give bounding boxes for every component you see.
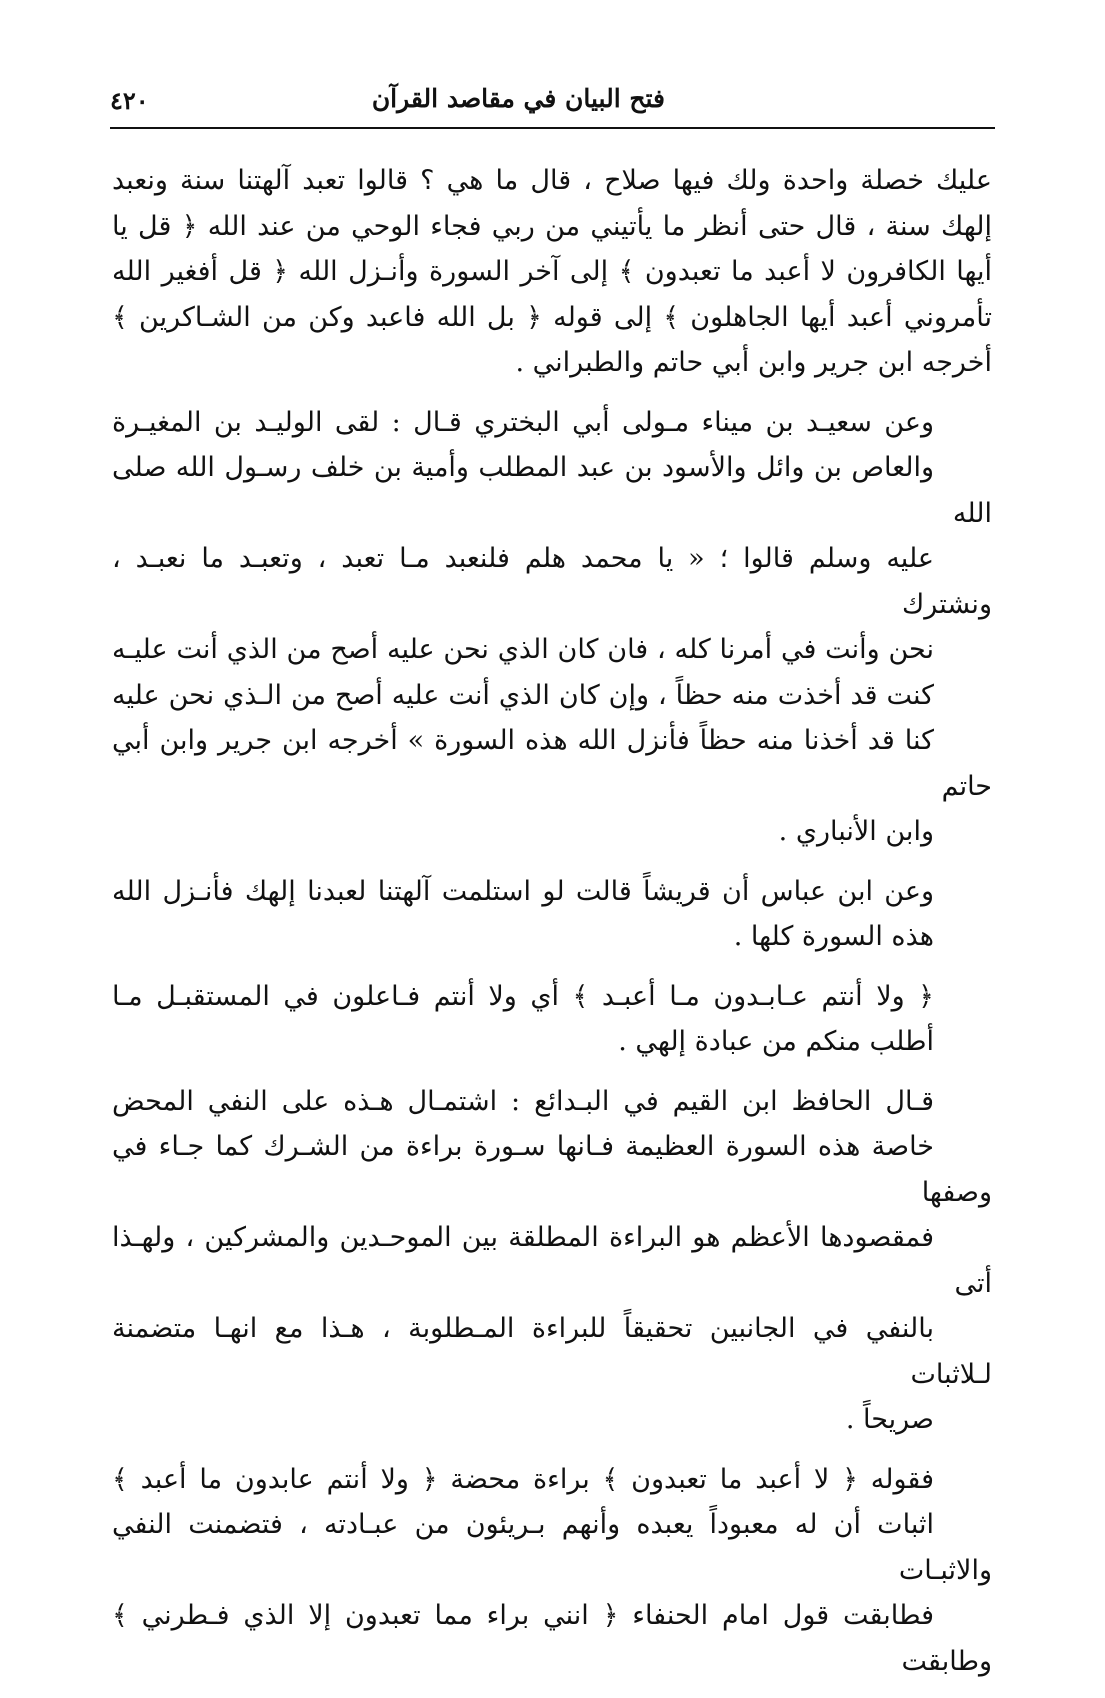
- header-rule: [110, 127, 995, 129]
- text-line: عليه وسلم قالوا ؛ « يا محمد هلم فلنعبد مـا تعبد ، وتعبـد ما نعبـد ، ونشترك: [112, 543, 992, 620]
- text-line: وابن الأنباري .: [778, 816, 934, 847]
- paragraph: [112, 1079, 992, 1443]
- text-line: هذه السورة كلها .: [733, 921, 934, 952]
- text-line: تأمروني أعبد أيها الجاهلون ﴾ إلى قوله ﴿ بل الله فاعبد وكن من الشـاكرين ﴾: [112, 301, 992, 333]
- text-line: صريحاً .: [845, 1404, 934, 1435]
- text-line: اثبات أن له معبوداً يعبده وأنهم بـريئون من عبـادته ، فتضمنت النفي والاثبـات: [112, 1509, 992, 1586]
- text-line: وعن ابن عباس أن قريشاً قالت لو استلمت آلهتنا لعبدنا إلهك فأنـزل الله: [112, 875, 934, 907]
- text-line: أخرجه ابن جرير وابن أبي حاتم والطبراني .: [515, 347, 992, 378]
- text-line: والعاص بن وائل والأسود بن عبد المطلب وأمية بن خلف رسـول الله صلى الله: [112, 452, 992, 529]
- text-line: فقوله ﴿ لا أعبد ما تعبدون ﴾ براءة محضة ﴿ ولا أنتم عابدون ما أعبد ﴾: [112, 1463, 934, 1495]
- text-line: كنا قد أخذنا منه حظاً فأنزل الله هذه السورة » أخرجه ابن جرير وابن أبي حاتم: [112, 725, 992, 802]
- text-line: نحن وأنت في أمرنا كله ، فان كان الذي نحن عليه أصح من الذي أنت عليـه: [112, 634, 934, 665]
- text-line: ﴿ ولا أنتم عـابـدون مـا أعبـد ﴾ أي ولا أنتم فـاعلون في المستقبـل مـا: [112, 980, 934, 1012]
- text-line: قـال الحافظ ابن القيم في البـدائع : اشتمـال هـذه على النفي المحض: [112, 1085, 934, 1117]
- running-header: [110, 82, 995, 122]
- text-line: وعن سعيـد بن ميناء مـولى أبي البختري قـال : لقى الوليـد بن المغيـرة: [112, 406, 934, 438]
- text-line: عليك خصلة واحدة ولك فيها صلاح ، قال ما هي ؟ قالوا تعبد آلهتنا سنة ونعبد: [112, 165, 992, 196]
- paragraph: [112, 974, 992, 1065]
- paragraph: [112, 869, 992, 960]
- text-line: خاصة هذه السورة العظيمة فـانها سـورة براءة من الشـرك كما جـاء في وصفها: [112, 1131, 992, 1208]
- paragraph: [112, 1457, 992, 1685]
- header-title: فتح البيان في مقاصد القرآن: [371, 84, 665, 113]
- page-number: ٤٢٠: [110, 86, 149, 115]
- text-line: إلهك سنة ، قال حتى أنظر ما يأتيني من ربي فجاء الوحي من عند الله ﴿ قل يا: [112, 210, 992, 242]
- text-line: كنت قد أخذت منه حظاً ، وإن كان الذي أنت عليه أصح من الـذي نحن عليه: [112, 679, 934, 711]
- paragraph: [112, 400, 992, 855]
- text-line: فمقصودها الأعظم هو البراءة المطلقة بين الموحـدين والمشركين ، ولهـذا أتى: [112, 1222, 992, 1299]
- text-line: أيها الكافرون لا أعبد ما تعبدون ﴾ إلى آخر السورة وأنـزل الله ﴿ قل أفغير الله: [112, 256, 992, 287]
- body-text: [112, 158, 992, 1698]
- paragraph: [112, 158, 992, 386]
- text-line: أطلب منكم من عبادة إلهي .: [618, 1026, 934, 1057]
- text-line: فطابقت قول امام الحنفاء ﴿ انني براء مما تعبدون إلا الذي فـطرني ﴾ وطابقت: [112, 1600, 992, 1677]
- text-line: بالنفي في الجانبين تحقيقاً للبراءة المـطلوبة ، هـذا مع انهـا متضمنة لـلاثبات: [112, 1313, 992, 1390]
